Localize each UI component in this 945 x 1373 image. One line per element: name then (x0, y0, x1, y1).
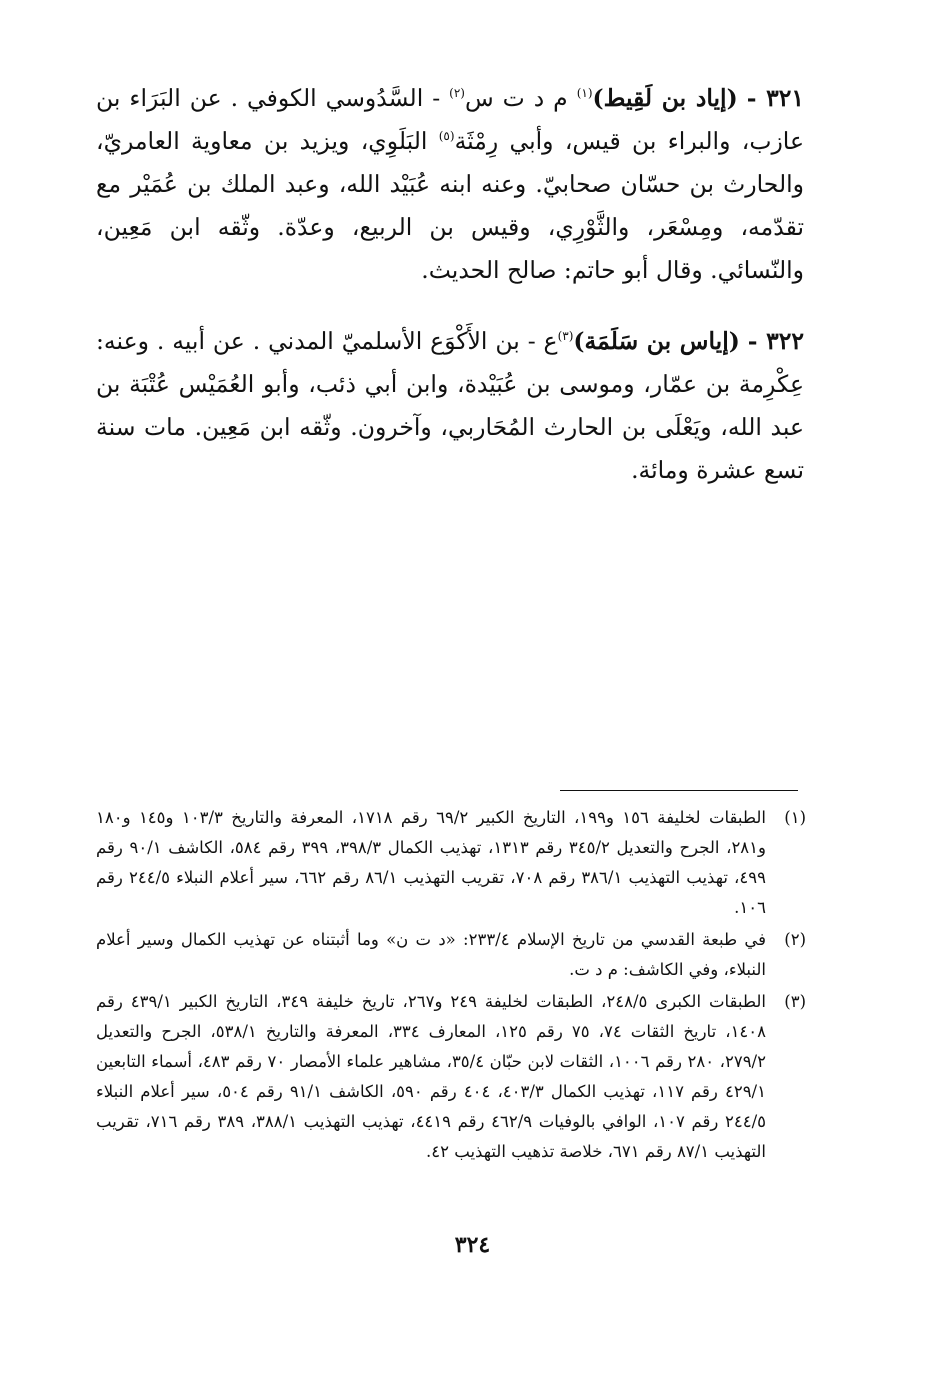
entry-symbols: م د ت س (464, 84, 568, 112)
entry-text: البَلَوِي، ويزيد بن معاوية العامريّ، والحارث بن حسّان صحابيّ. وعنه ابنه عُبَيْد الله، وعبد الملك بن عُمَيْر مع تقدّمه، ومِسْعَر، والثَّوْرِي، وقيس بن الربيع، وعدّة. وثّقه ابن مَعِين، والنّسائي. وقال أبو حاتم: صالح الحديث. (96, 127, 804, 284)
footnote-mark: (٣) (784, 992, 806, 1011)
footnote-ref: (٢) (449, 86, 465, 101)
footnote-text: الطبقات لخليفة ١٥٦ و١٩٩، التاريخ الكبير ٦٩/٢ رقم ١٧١٨، المعرفة والتاريخ ١٠٣/٣ و١٤٥ و١٨٠ و٢٨١، الجرح والتعديل ٣٤٥/٢ رقم ١٣١٣، تهذيب الكمال ٣٩٨/٣، ٣٩٩ رقم ٥٨٤، الكاشف ٩٠/١ رقم ٤٩٩، تهذيب التهذيب ٣٨٦/١ رقم ٧٠٨، تقريب التهذيب ٨٦/١ رقم ٦٦٢، سير أعلام النبلاء ٢٤٤/٥ رقم ١٠٦. (96, 808, 766, 917)
entry-name: (إياس بن سَلَمَة) (573, 327, 740, 355)
footnote-ref: (١) (576, 86, 593, 101)
footnote-text: الطبقات الكبرى ٢٤٨/٥، الطبقات لخليفة ٢٤٩ و٢٦٧، تاريخ خليفة ٣٤٩، التاريخ الكبير ٤٣٩/١ رقم ١٤٠٨، تاريخ الثقات ٧٤، ٧٥ رقم ١٢٥، المعارف ٣٣٤، المعرفة والتاريخ ٥٣٨/١، الجرح والتعديل ٢٧٩/٢، ٢٨٠ رقم ١٠٠٦، الثقات لابن حبّان ٣٥/٤، مشاهير علماء الأمصار ٧٠ رقم ٤٨٣، أسماء التابعين ٤٢٩/١ رقم ١١٧، تهذيب الكمال ٤٠٣/٣، ٤٠٤ رقم ٥٩٠، الكاشف ٩١/١ رقم ٥٠٤، سير أعلام النبلاء ٢٤٤/٥ رقم ١٠٧، الوافي بالوفيات ٤٦٢/٩ رقم ٤٤١٩، تهذيب التهذيب ٣٨٨/١، ٣٨٩ رقم ٧١٦، تقريب التهذيب ٨٧/١ رقم ٦٧١، خلاصة تذهيب التهذيب ٤٢. (96, 992, 767, 1161)
footnote-1 (96, 803, 806, 923)
entry-text: ع - بن الأَكْوَع الأسلميّ المدني . عن أبيه . وعنه: عِكْرِمة بن عمّار، وموسى بن عُبَيْدة، وابن أبي ذئب، وأبو العُمَيْس عُتْبَة بن عبد الله، ويَعْلَى بن الحارث المُحَاربي، وآخرون. وثّقه ابن مَعِين. مات سنة تسع عشرة ومائة. (96, 327, 804, 484)
entry-321 (96, 77, 804, 292)
footnote-text: في طبعة القدسي من تاريخ الإسلام ٢٣٣/٤: «د ت ن» وما أثبتناه عن تهذيب الكمال وسير أعلام النبلاء، وفي الكاشف: م د ت. (96, 930, 766, 979)
entry-number: ٣٢٢ - (747, 327, 805, 355)
entry-text: - السَّدُوسي الكوفي . عن البَرَاء بن عازب، والبراء بن قيس، وأبي رِمْثَة (96, 84, 804, 155)
entry-name: (إياد بن لَقِيط) (592, 84, 738, 112)
entry-322 (96, 320, 804, 492)
footnote-3 (96, 987, 806, 1167)
footnote-ref: (٥) (438, 129, 455, 144)
footnote-separator (560, 790, 798, 791)
footnote-2 (96, 925, 806, 985)
footnotes (96, 803, 806, 1169)
footnote-mark: (٢) (784, 930, 806, 949)
entry-number: ٣٢١ - (746, 84, 805, 112)
footnote-mark: (١) (784, 808, 806, 827)
footnote-ref: (٣) (557, 329, 574, 344)
page-number: ٣٢٤ (454, 1232, 491, 1258)
